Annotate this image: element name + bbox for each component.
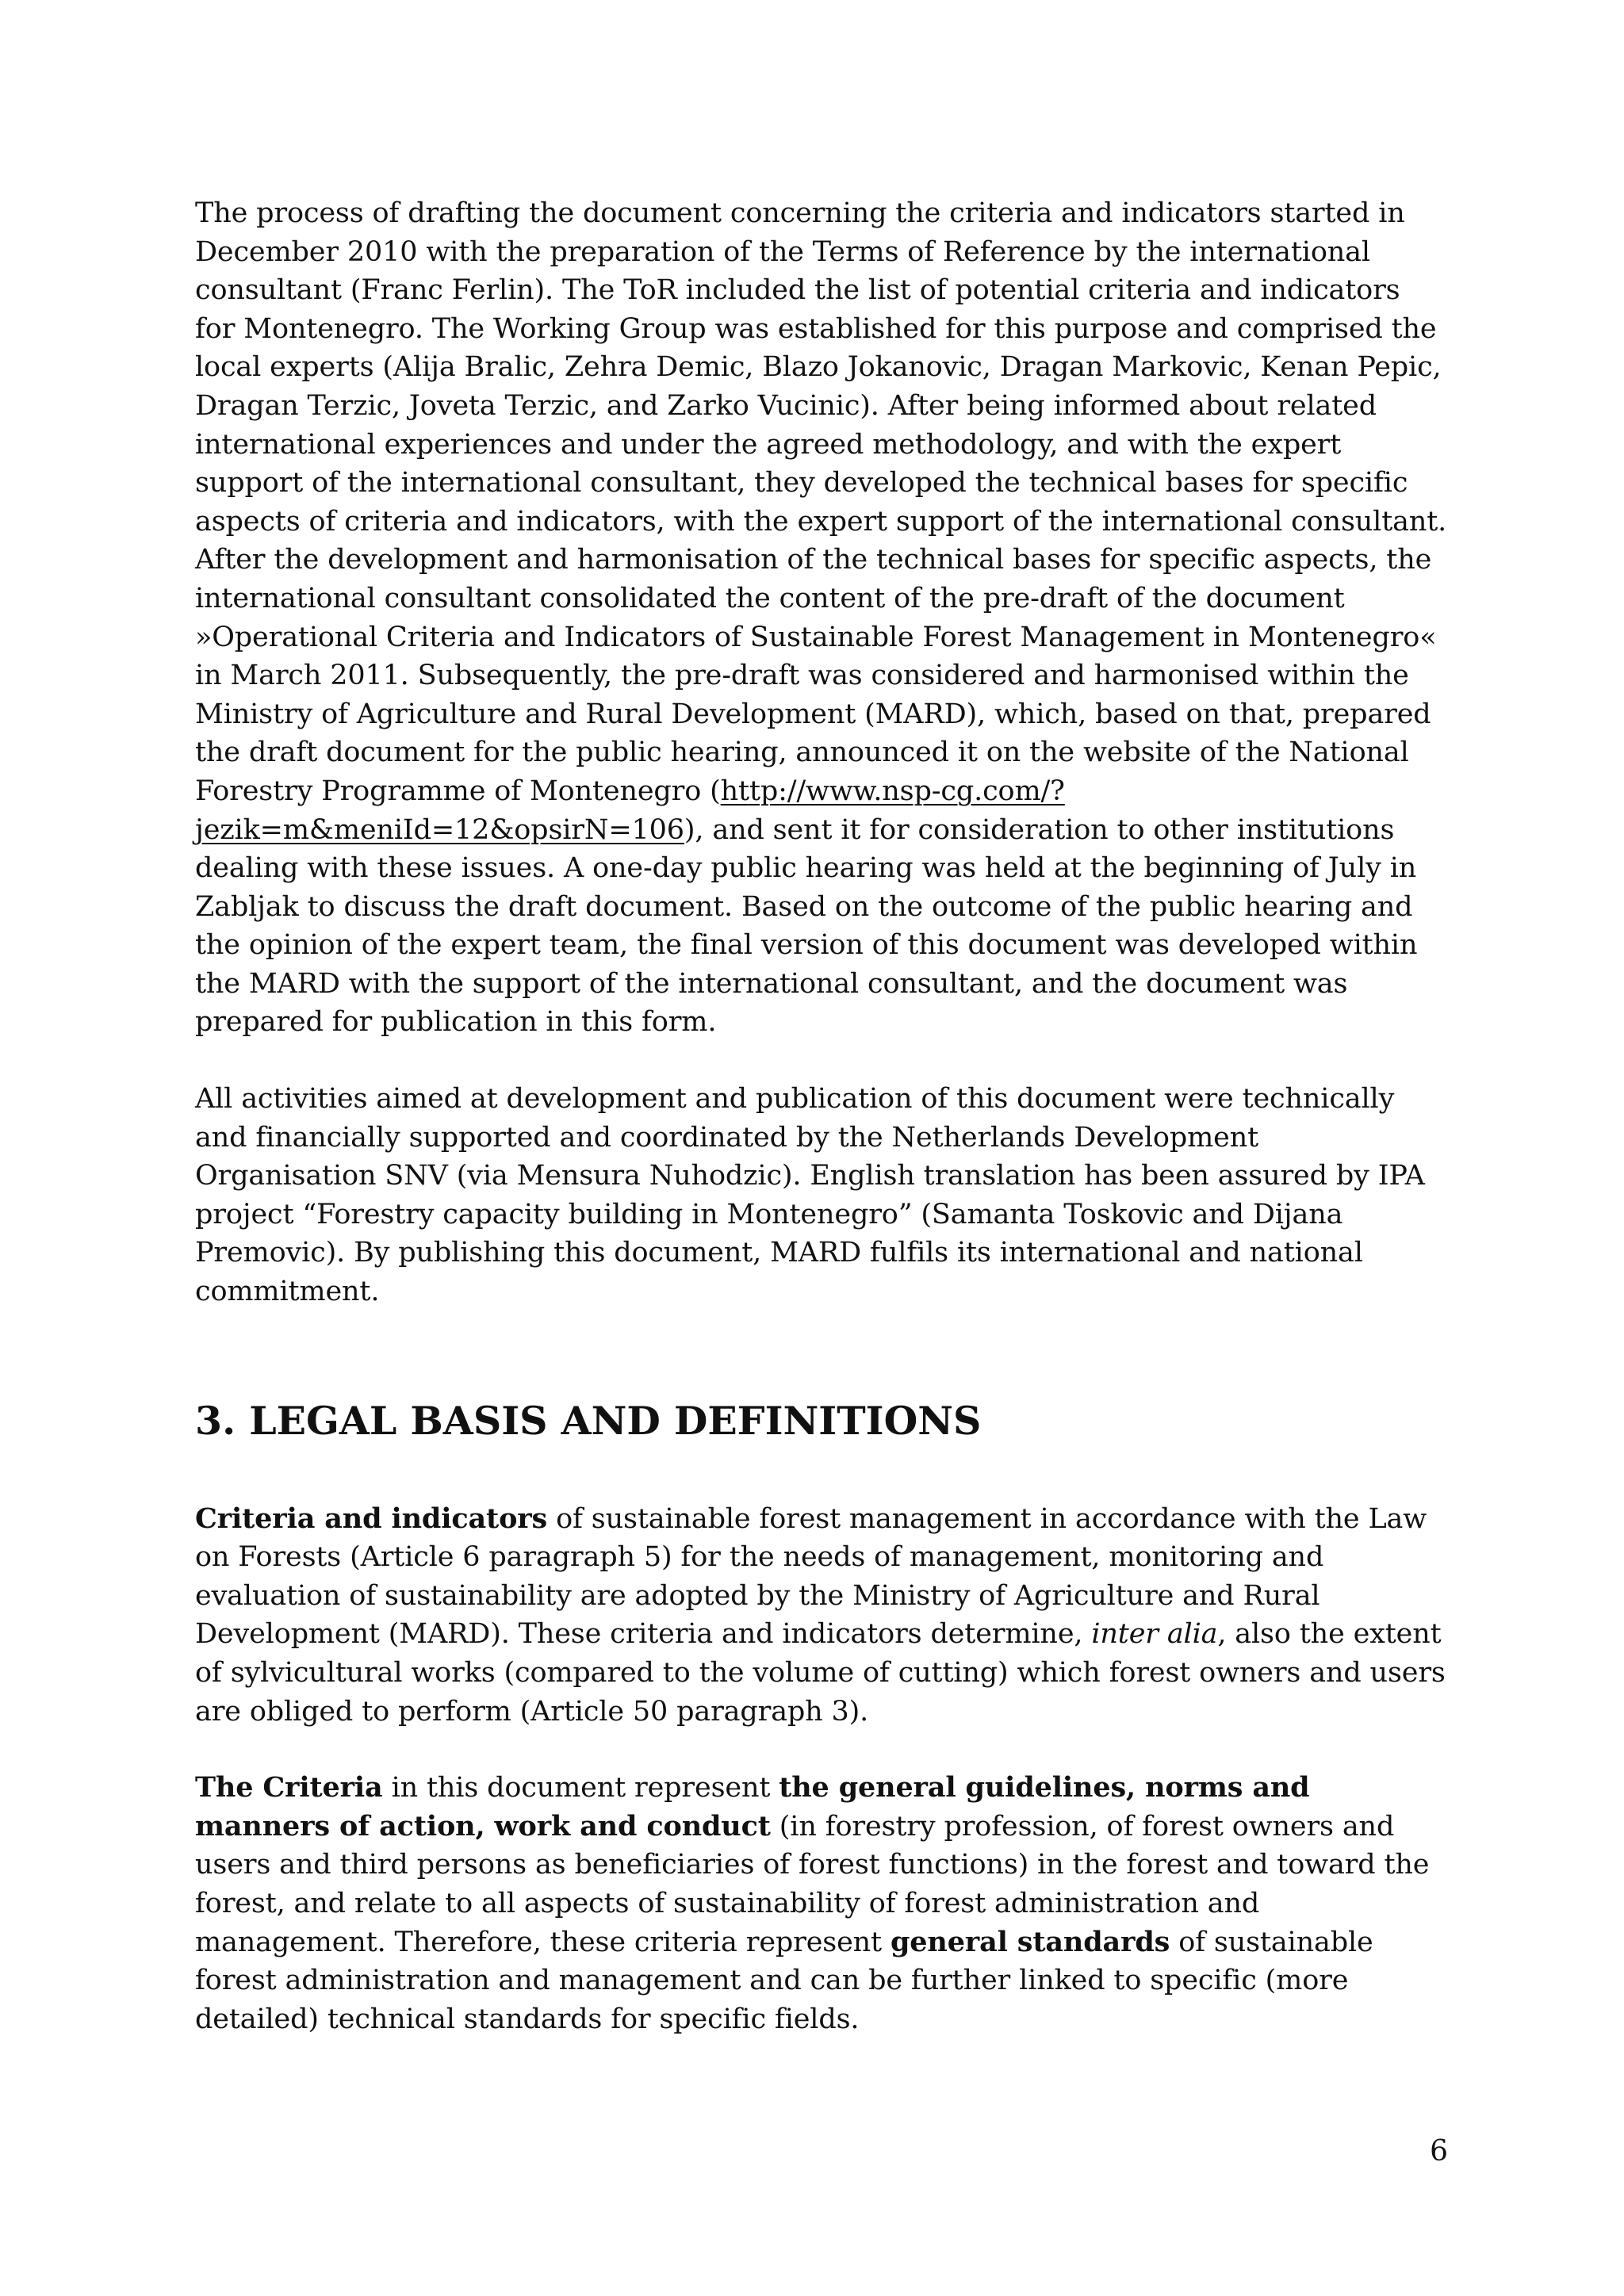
paragraph-text: The process of drafting the document concerning the criteria and indicators started in December 2010 with the preparation of the Terms of Reference by the international consultant (Franc Ferlin). The ToR included the list of potential criteria and indicators for Montenegro. The Working Group was established for this purpose and comprised the local experts (Alija Bralic, Zehra Demic, Blazo Jokanovic, Dragan Markovic, Kenan Pepic, Dragan Terzic, Joveta Terzic, and Zarko Vucinic). After being informed about related international experiences and under the agreed methodology, and with the expert support of the international consultant, they developed the technical bases for specific aspects of criteria and indicators, with the expert support of the international consultant. After the development and harmonisation of the technical bases for specific aspects, the international consultant consolidated the content of the pre-draft of the document »Operational Criteria and Indicators of Sustainable Forest Management in Montenegro« in March 2011. Subsequently, the pre-draft was considered and harmonised within the Ministry of Agriculture and Rural Development (MARD), which, based on that, prepared the draft document for the public hearing, announced it on the website of the National Forestry Programme of Montenegro ( <box>195 197 1447 807</box>
italic-term: inter alia <box>1091 1618 1218 1651</box>
bold-phrase: the general guidelines, norms and manners of action, work and conduct <box>195 1771 1310 1843</box>
paragraph-text: , also the extent of sylvicultural works (compared to the volume of cutting) which forest owners and users are obliged to perform (Article 50 paragraph 3). <box>195 1618 1446 1728</box>
bold-term: Criteria and indicators <box>195 1502 548 1535</box>
paragraph-text: ), and sent it for consideration to other institutions dealing with these issues. A one-day public hearing was held at the beginning of July in Zabljak to discuss the draft document. Based on the outcome of the public hearing and the opinion of the expert team, the final version of this document was developed within the MARD with the support of the international consultant, and the document was prepared for publication in this form. <box>195 813 1418 1039</box>
nfp-website-link[interactable]: http://www.nsp-cg.com/?jezik=m&meniId=12&opsirN=106 <box>195 775 1065 846</box>
bold-term: The Criteria <box>195 1771 383 1804</box>
page-number: 6 <box>1430 2135 1448 2168</box>
page-content <box>195 194 1448 2038</box>
paragraph-text: of sustainable forest management in accordance with the Law on Forests (Article 6 paragraph 5) for the needs of management, monitoring and evaluation of sustainability are adopted by the Ministry of Agriculture and Rural Development (MARD). These criteria and indicators determine, <box>195 1502 1427 1651</box>
paragraph-the-criteria <box>195 1769 1448 2038</box>
section-heading: 3. LEGAL BASIS AND DEFINITIONS <box>195 1397 982 1444</box>
paragraph-drafting-process <box>195 194 1448 1042</box>
paragraph-support-acknowledgement: All activities aimed at development and publication of this document were technically and financially supported and coordinated by the Netherlands Development Organisation SNV (via Mensura Nuhodzic). English translation has been assured by IPA project “Forestry capacity building in Montenegro” (Samanta Toskovic and Dijana Premovic). By publishing this document, MARD fulfils its international and national commitment. <box>195 1083 1425 1308</box>
paragraph-text: in this document represent <box>382 1772 779 1804</box>
paragraph-text: (in forestry profession, of forest owners and users and third persons as beneficiaries of forest functions) in the forest and toward the forest, and relate to all aspects of sustainability of forest administration and management. Therefore, these criteria represent <box>195 1810 1430 1958</box>
paragraph-text: of sustainable forest administration and management and can be further linked to specific (more detailed) technical standards for specific fields. <box>195 1926 1373 2035</box>
bold-phrase: general standards <box>890 1925 1170 1958</box>
paragraph-criteria-and-indicators <box>195 1500 1448 1732</box>
